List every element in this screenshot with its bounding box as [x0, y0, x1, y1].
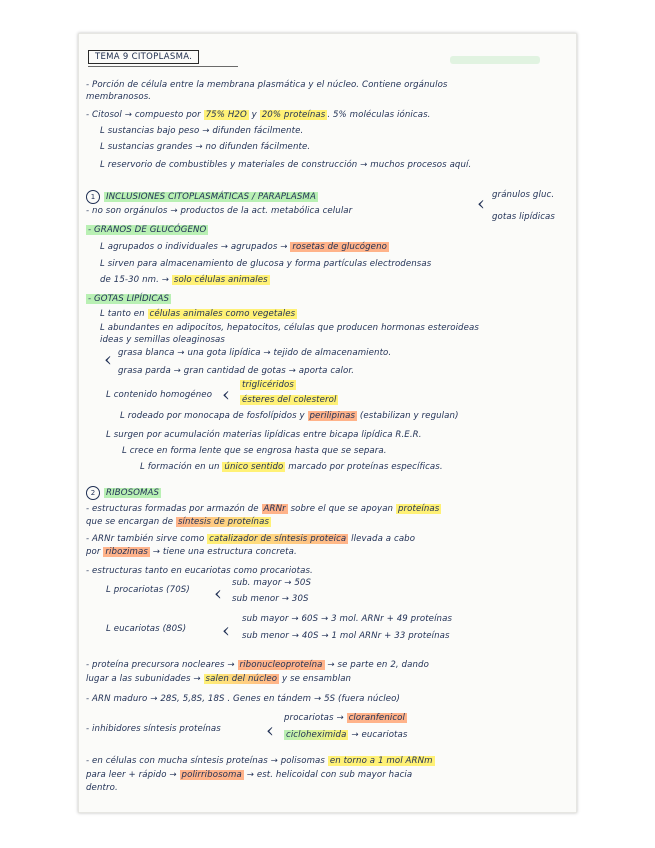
brace-icon: ‹ [222, 618, 230, 642]
page-title: TEMA 9 CITOPLASMA. [88, 50, 199, 64]
note-line: - ARNr también sirve como catalizador de síntesis proteica llevada a cabo [86, 534, 416, 544]
note-line: procariotas → cloranfenicol [284, 713, 406, 723]
note-line: sub menor → 40S → 1 mol ARNr + 33 proteínas [242, 631, 450, 641]
note-line: por ribozimas → tiene una estructura concreta. [86, 547, 297, 557]
note-line: cicloheximida → eucariotas [286, 730, 408, 740]
note-line: sub menor → 30S [232, 594, 309, 604]
brace-icon: ‹ [222, 382, 230, 406]
note-line: dentro. [86, 783, 118, 793]
note-line: L contenido homogéneo [106, 390, 213, 400]
subheading: - GOTAS LIPÍDICAS [88, 294, 170, 304]
note-line: L surgen por acumulación materias lipídicas entre bicapa lipídica R.E.R. [106, 430, 422, 440]
brace-icon: ‹ [104, 347, 112, 371]
note-line: L sirven para almacenamiento de glucosa y forma partículas electrodensas [100, 259, 432, 269]
note-line: de 15-30 nm. → solo células animales [100, 275, 268, 285]
note-line: - inhibidores síntesis proteínas [86, 724, 221, 734]
note-line: - proteína precursora nocleares → ribonucleoproteína → se parte en 2, dando [86, 660, 429, 670]
side-note: gránulos gluc. [492, 190, 555, 200]
note-line: ésteres del colesterol [242, 395, 337, 405]
section-number: 1 [86, 190, 100, 204]
note-line: lugar a las subunidades → salen del núcleo y se ensamblan [86, 674, 352, 684]
note-line: L reservorio de combustibles y materiales de construcción → muchos procesos aquí. [100, 160, 472, 170]
note-line: triglicéridos [242, 380, 294, 390]
faded-watermark [450, 56, 540, 64]
note-line: L crece en forma lente que se engrosa hasta que se separa. [122, 446, 387, 456]
brace-icon: ‹ [214, 581, 222, 605]
note-line: L sustancias grandes → no difunden fácilmente. [100, 142, 311, 152]
note-line: para leer + rápido → polirribosoma → est. helicoidal con sub mayor hacia [86, 770, 413, 780]
note-line: - estructuras formadas por armazón de ARNr sobre el que se apoyan proteínas [86, 504, 440, 514]
note-line: L formación en un único sentido marcado por proteínas específicas. [140, 462, 443, 472]
note-line: sub. mayor → 50S [232, 578, 312, 588]
note-line: L tanto en células animales como vegetales [100, 309, 296, 319]
note-line: L procariotas (70S) [106, 585, 190, 595]
note-line: - Porción de célula entre la membrana plasmática y el núcleo. Contiene orgánulos [86, 80, 448, 90]
title-underline [88, 66, 238, 67]
note-line: L eucariotas (80S) [106, 624, 187, 634]
note-line: - estructuras tanto en eucariotas como procariotas. [86, 566, 313, 576]
subheading: - GRANOS DE GLUCÓGENO [88, 225, 207, 235]
note-line: L rodeado por monocapa de fosfolípidos y perilipinas (estabilizan y regulan) [120, 411, 459, 421]
note-line: - en células con mucha síntesis proteínas → polisomas en torno a 1 mol ARNm [86, 756, 433, 766]
note-line: que se encargan de síntesis de proteínas [86, 517, 270, 527]
note-line: - ARN maduro → 28S, 5,8S, 18S . Genes en tándem → 5S (fuera núcleo) [86, 694, 400, 704]
side-note: gotas lipídicas [492, 212, 555, 222]
note-line: L sustancias bajo peso → difunden fácilmente. [100, 126, 304, 136]
section-number: 2 [86, 486, 100, 500]
section-heading: 2 RIBOSOMAS [86, 486, 161, 500]
note-line: - no son orgánulos → productos de la act. metabólica celular [86, 206, 353, 216]
brace-icon: ‹ [266, 718, 274, 742]
brace-icon: ‹ [477, 191, 485, 215]
note-line: membranosos. [86, 92, 152, 102]
note-line: L abundantes en adipocitos, hepatocitos, células que producen hormonas esteroideas [100, 323, 479, 333]
note-line: grasa blanca → una gota lipídica → tejido de almacenamiento. [118, 348, 392, 358]
note-line: sub mayor → 60S → 3 mol. ARNr + 49 proteínas [242, 614, 453, 624]
note-line: grasa parda → gran cantidad de gotas → aporta calor. [118, 366, 355, 376]
section-heading: 1 INCLUSIONES CITOPLASMÁTICAS / PARAPLASMA [86, 190, 318, 204]
note-line: L agrupados o individuales → agrupados → rosetas de glucógeno [100, 242, 387, 252]
note-line: - Citosol → compuesto por 75% H2O y 20% proteínas . 5% moléculas iónicas. [86, 110, 431, 120]
note-line: ideas y semillas oleaginosas [100, 335, 225, 345]
